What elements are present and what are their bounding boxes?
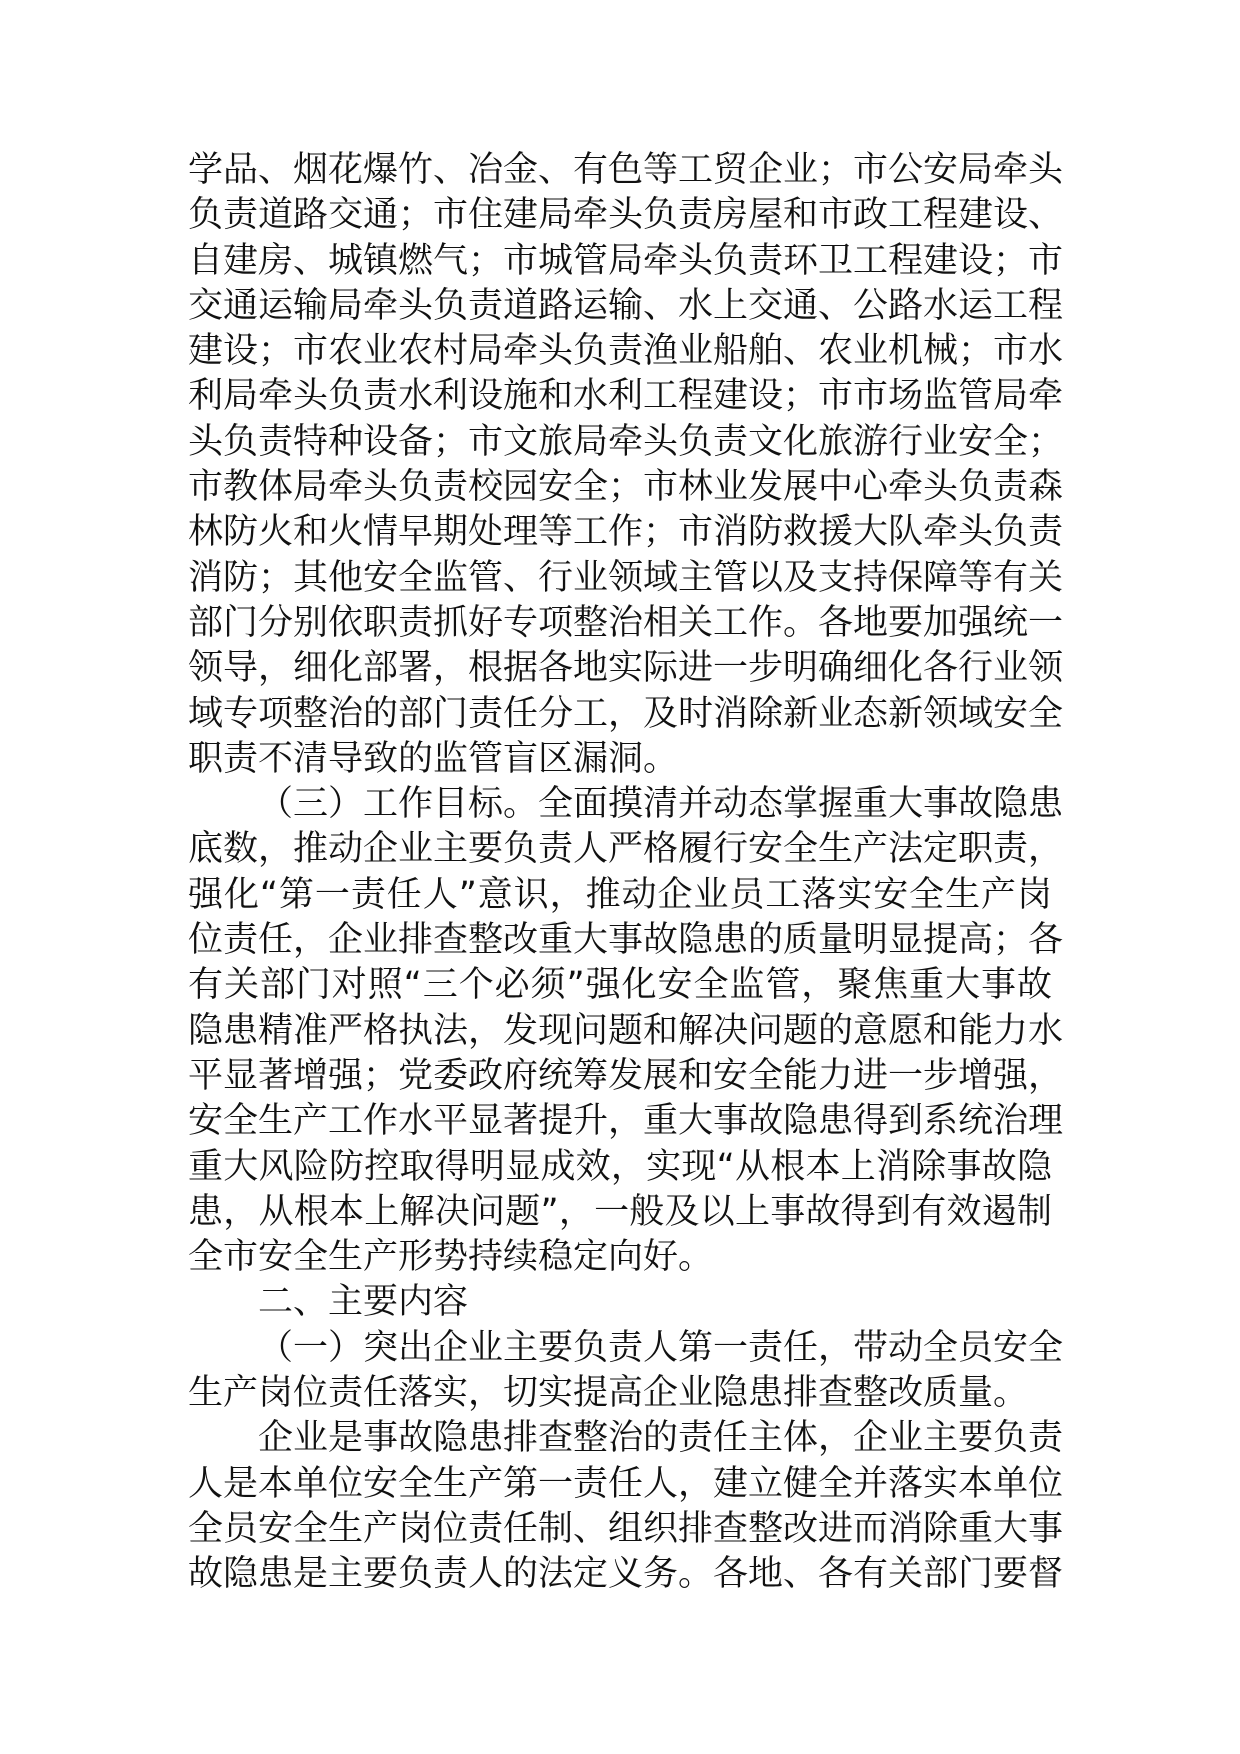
text-line: 底数，推动企业主要负责人严格履行安全生产法定职责， — [188, 829, 1064, 870]
text-line: 建设；市农业农村局牵头负责渔业船舶、农业机械；市水 — [188, 331, 1064, 372]
text-line: 生产岗位责任落实，切实提高企业隐患排查整改质量。 — [188, 1373, 1029, 1414]
text-line: 头负责特种设备；市文旅局牵头负责文化旅游行业安全； — [188, 421, 1064, 462]
text-line: 重大风险防控取得明显成效，实现“从根本上消除事故隐 — [188, 1146, 1052, 1187]
text-line: 消防；其他安全监管、行业领域主管以及支持保障等有关 — [188, 557, 1064, 598]
text-line: 自建房、城镇燃气；市城管局牵头负责环卫工程建设；市 — [188, 240, 1064, 281]
text-line: 市教体局牵头负责校园安全；市林业发展中心牵头负责森 — [188, 467, 1064, 508]
text-line: 患，从根本上解决问题”，一般及以上事故得到有效遏制 — [188, 1191, 1052, 1232]
section-heading-work-goals: （三）工作目标。全面摸清并动态掌握重大事故隐患 — [258, 784, 1064, 825]
text-line: 域专项整治的部门责任分工，及时消除新业态新领域安全 — [188, 693, 1064, 734]
subsection-heading-first-responsibility: （一）突出企业主要负责人第一责任，带动全员安全 — [258, 1327, 1064, 1368]
paragraph-start: 企业是事故隐患排查整治的责任主体，企业主要负责 — [258, 1418, 1064, 1459]
text-line: 故隐患是主要负责人的法定义务。各地、各有关部门要督 — [188, 1554, 1064, 1595]
text-line: 全市安全生产形势持续稳定向好。 — [188, 1237, 714, 1278]
text-line: 职责不清导致的监管盲区漏洞。 — [188, 738, 679, 779]
text-line: 领导，细化部署，根据各地实际进一步明确细化各行业领 — [188, 648, 1064, 689]
text-line: 全员安全生产岗位责任制、组织排查整改进而消除重大事 — [188, 1508, 1064, 1549]
document-body — [188, 148, 1064, 1598]
text-line: 交通运输局牵头负责道路运输、水上交通、公路水运工程 — [188, 285, 1064, 326]
text-line: 利局牵头负责水利设施和水利工程建设；市市场监管局牵 — [188, 376, 1064, 417]
text-line: 部门分别依职责抓好专项整治相关工作。各地要加强统一 — [188, 602, 1064, 643]
text-line: 强化“第一责任人”意识，推动企业员工落实安全生产岗 — [188, 874, 1052, 915]
section-heading-main-content: 二、主要内容 — [258, 1282, 469, 1323]
text-line: 隐患精准严格执法，发现问题和解决问题的意愿和能力水 — [188, 1010, 1064, 1051]
text-line: 平显著增强；党委政府统筹发展和安全能力进一步增强， — [188, 1055, 1064, 1096]
text-line: 学品、烟花爆竹、冶金、有色等工贸企业；市公安局牵头 — [188, 150, 1064, 190]
text-line: 负责道路交通；市住建局牵头负责房屋和市政工程建设、 — [188, 195, 1064, 236]
text-line: 林防火和火情早期处理等工作；市消防救援大队牵头负责 — [188, 512, 1064, 553]
text-line: 位责任，企业排查整改重大事故隐患的质量明显提高；各 — [188, 920, 1064, 961]
text-line: 有关部门对照“三个必须”强化安全监管，聚焦重大事故 — [188, 965, 1052, 1006]
text-line: 人是本单位安全生产第一责任人，建立健全并落实本单位 — [188, 1463, 1064, 1504]
text-line: 安全生产工作水平显著提升，重大事故隐患得到系统治理 — [188, 1101, 1064, 1142]
